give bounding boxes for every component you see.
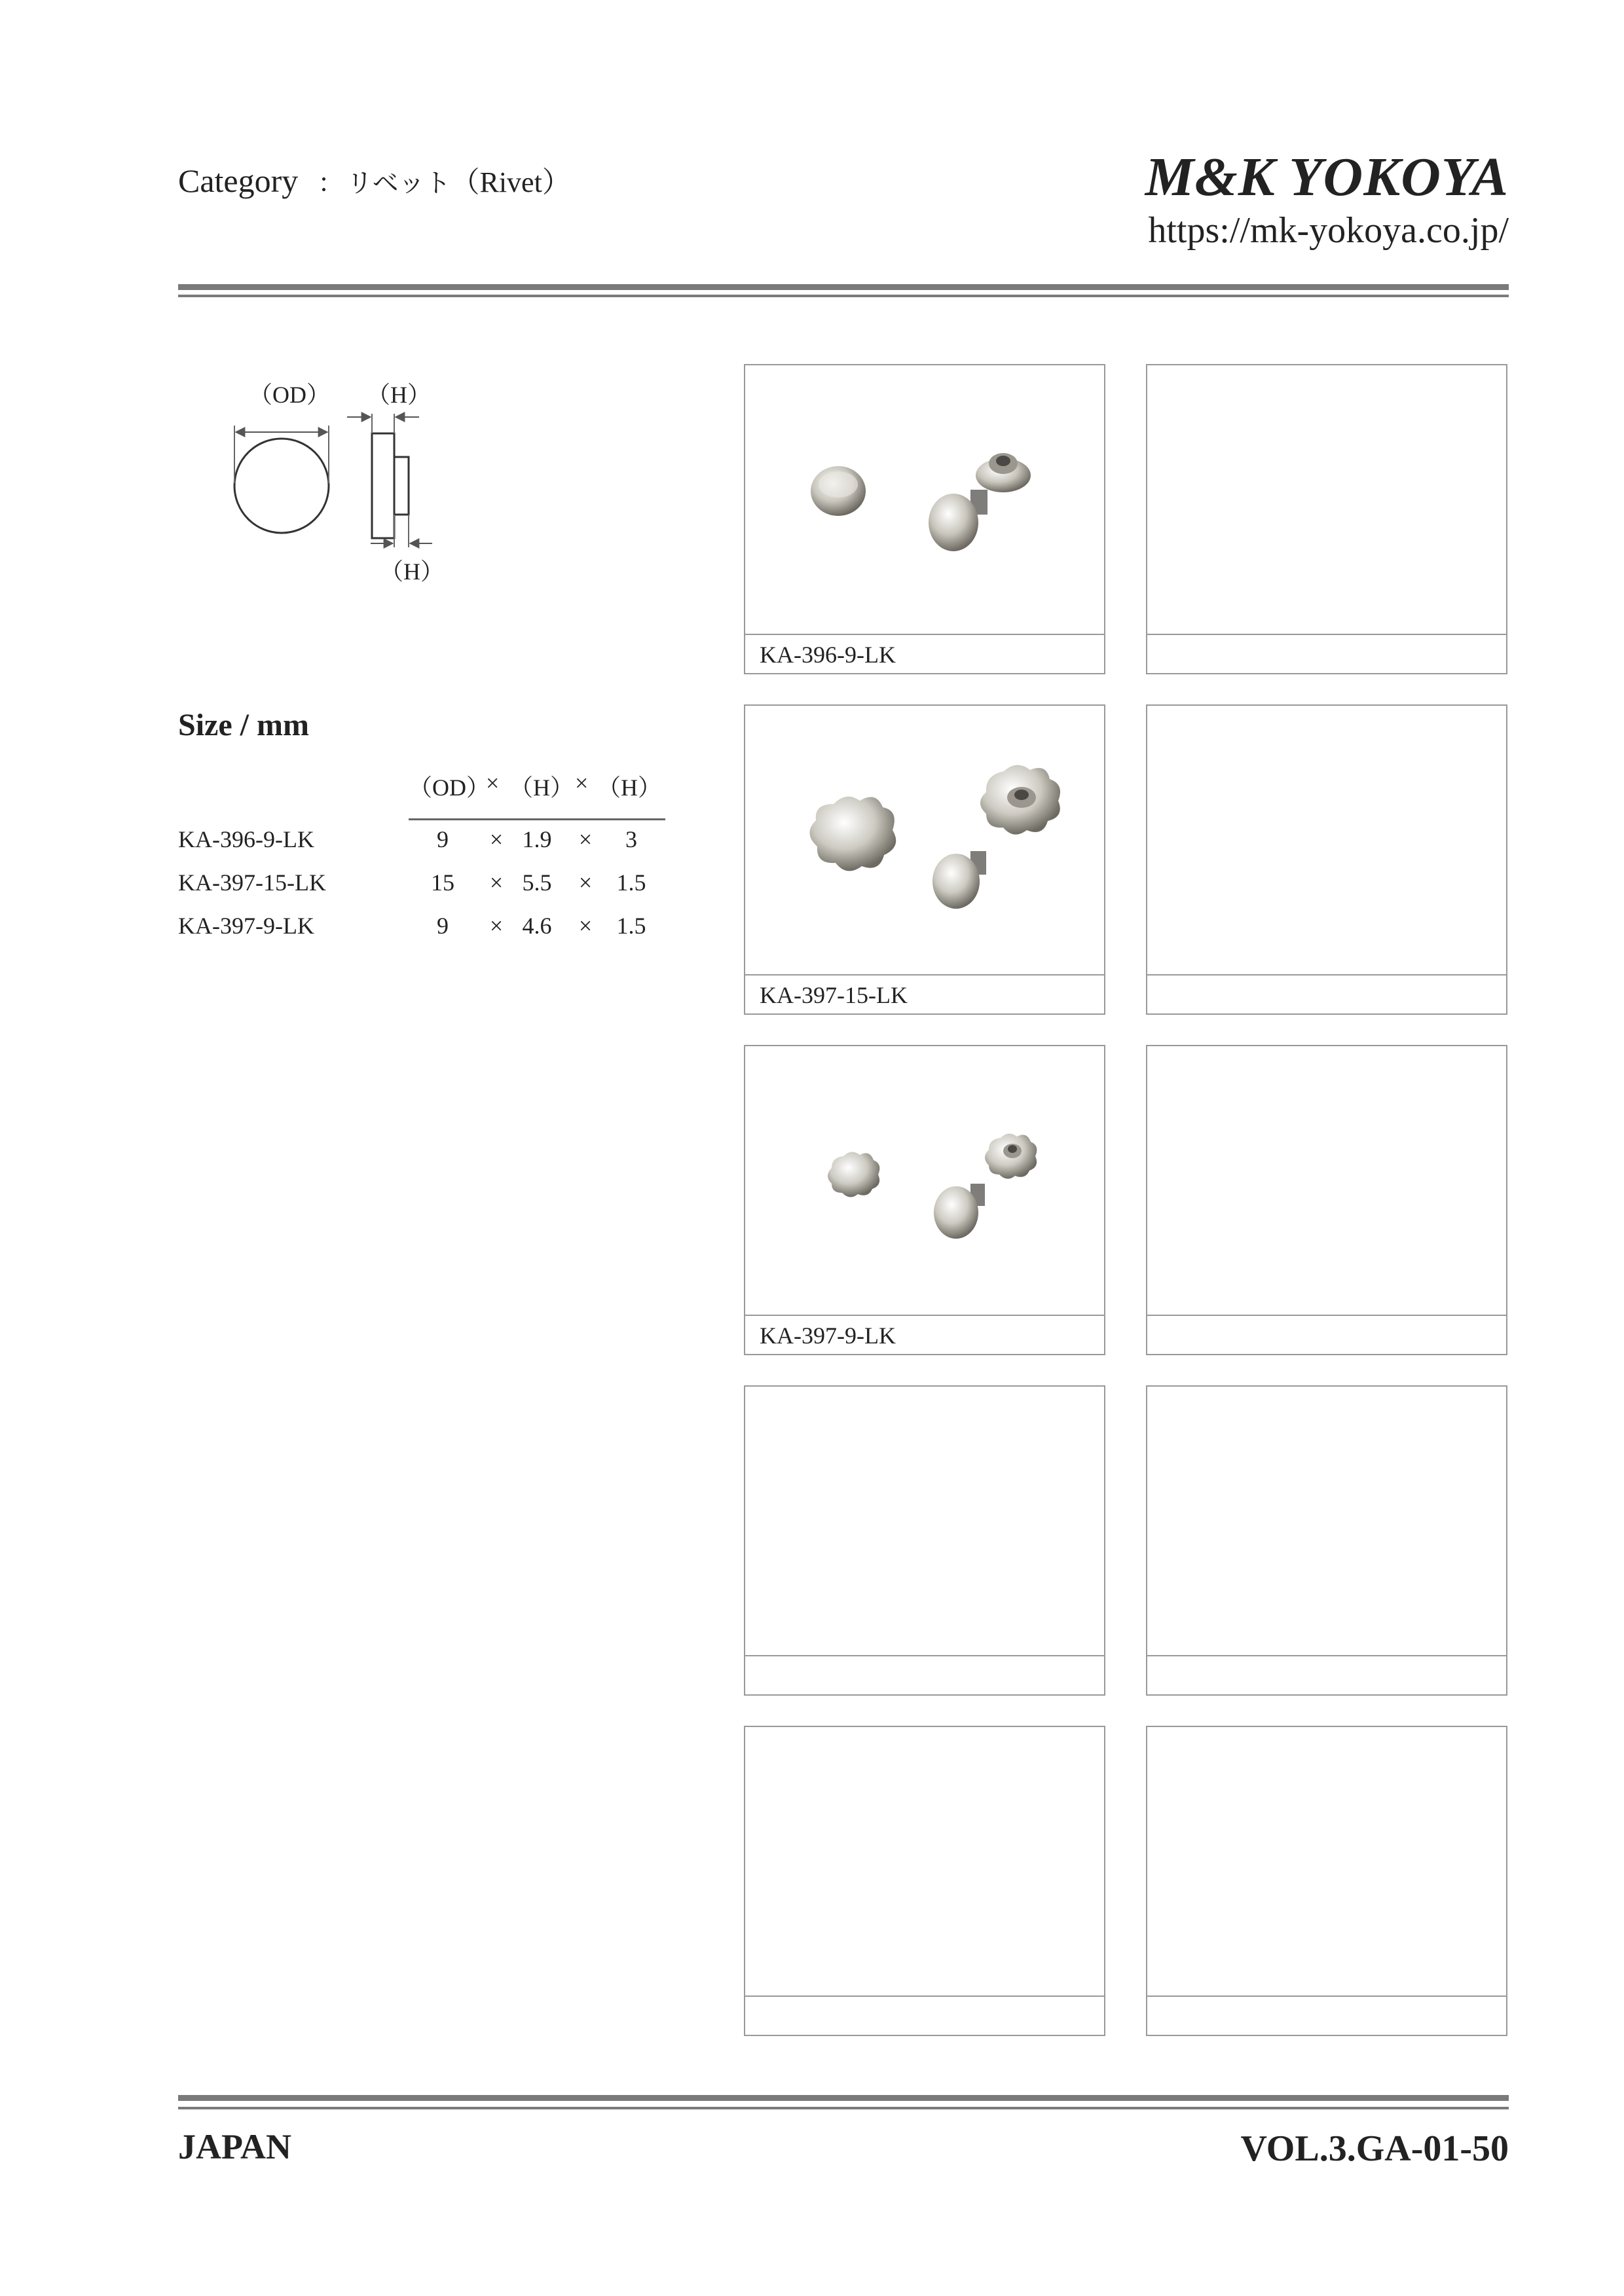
category-label: Category: [178, 162, 299, 199]
product-caption: [1147, 1995, 1506, 2035]
product-photo-ka-397-15-lk: [745, 706, 1104, 974]
size-row-name: KA-396-9-LK: [178, 826, 314, 852]
product-caption: [1147, 1315, 1506, 1354]
product-photo-ka-397-9-lk: [745, 1046, 1104, 1315]
size-row-h2: 1.5: [616, 869, 646, 896]
rivet-side-view-post: [394, 457, 409, 515]
product-caption: [745, 1995, 1104, 2035]
size-row-name: KA-397-15-LK: [178, 869, 326, 896]
footer-volume: VOL.3.GA-01-50: [1240, 2128, 1509, 2169]
h-label-bottom: （H）: [380, 558, 444, 585]
rivet-top-view-circle: [234, 439, 329, 533]
size-row-h2: 3: [625, 826, 637, 852]
footer-rule-thin: [178, 2107, 1509, 2109]
category-line: [178, 158, 571, 200]
size-row-od: 15: [431, 869, 454, 896]
product-caption: [1147, 634, 1506, 673]
size-title: Size / mm: [178, 708, 309, 742]
product-card-empty: [744, 1726, 1105, 2036]
category-sep: ：: [318, 168, 344, 198]
size-row-h2: 1.5: [616, 913, 646, 939]
size-header-h1: （H）: [509, 774, 574, 801]
footer-rule-thick: [178, 2095, 1509, 2101]
product-caption: KA-397-15-LK: [745, 974, 1104, 1013]
product-caption: KA-397-9-LK: [745, 1315, 1104, 1354]
product-caption: [1147, 1655, 1506, 1694]
size-row-h1: 1.9: [522, 826, 552, 852]
product-caption: [745, 1655, 1104, 1694]
category-en: （Rivet）: [451, 166, 571, 198]
product-card-empty: [1146, 364, 1507, 674]
od-label: （OD）: [249, 382, 330, 408]
size-row-h1: 5.5: [522, 869, 552, 896]
rivet-side-view-cap: [372, 433, 394, 538]
product-card-ka-396-9-lk[interactable]: [744, 364, 1105, 674]
size-row-x2: ×: [578, 826, 593, 852]
header-rule-thick: [178, 284, 1509, 290]
category-jp: リベット: [346, 168, 451, 198]
h-label-top: （H）: [367, 382, 431, 408]
website-url[interactable]: https://mk-yokoya.co.jp/: [1148, 210, 1509, 251]
size-row-x2: ×: [578, 869, 593, 896]
size-header-h2: （H）: [597, 774, 661, 801]
product-card-empty: [1146, 1385, 1507, 1696]
brand-logo: M&K YOKOYA: [1145, 147, 1509, 208]
product-card-ka-397-9-lk[interactable]: [744, 1045, 1105, 1355]
size-header-underline: [409, 818, 665, 820]
product-caption: [1147, 974, 1506, 1013]
product-card-empty: [1146, 704, 1507, 1015]
header-rule-thin: [178, 295, 1509, 297]
size-row-x1: ×: [489, 869, 504, 896]
product-caption: KA-396-9-LK: [745, 634, 1104, 673]
size-header-od: （OD）: [409, 774, 490, 801]
size-header-x2: ×: [575, 770, 589, 796]
size-row-x2: ×: [578, 913, 593, 939]
size-row-name: KA-397-9-LK: [178, 913, 314, 939]
product-card-ka-397-15-lk[interactable]: [744, 704, 1105, 1015]
product-card-empty: [1146, 1045, 1507, 1355]
size-row-h1: 4.6: [522, 913, 552, 939]
product-card-empty: [1146, 1726, 1507, 2036]
size-row-x1: ×: [489, 913, 504, 939]
size-header-x1: ×: [486, 770, 500, 796]
size-row-od: 9: [437, 913, 449, 939]
size-row-od: 9: [437, 826, 449, 852]
product-photo-ka-396-9-lk: [745, 365, 1104, 634]
size-row-x1: ×: [489, 826, 504, 852]
product-card-empty: [744, 1385, 1105, 1696]
footer-country: JAPAN: [178, 2127, 291, 2166]
